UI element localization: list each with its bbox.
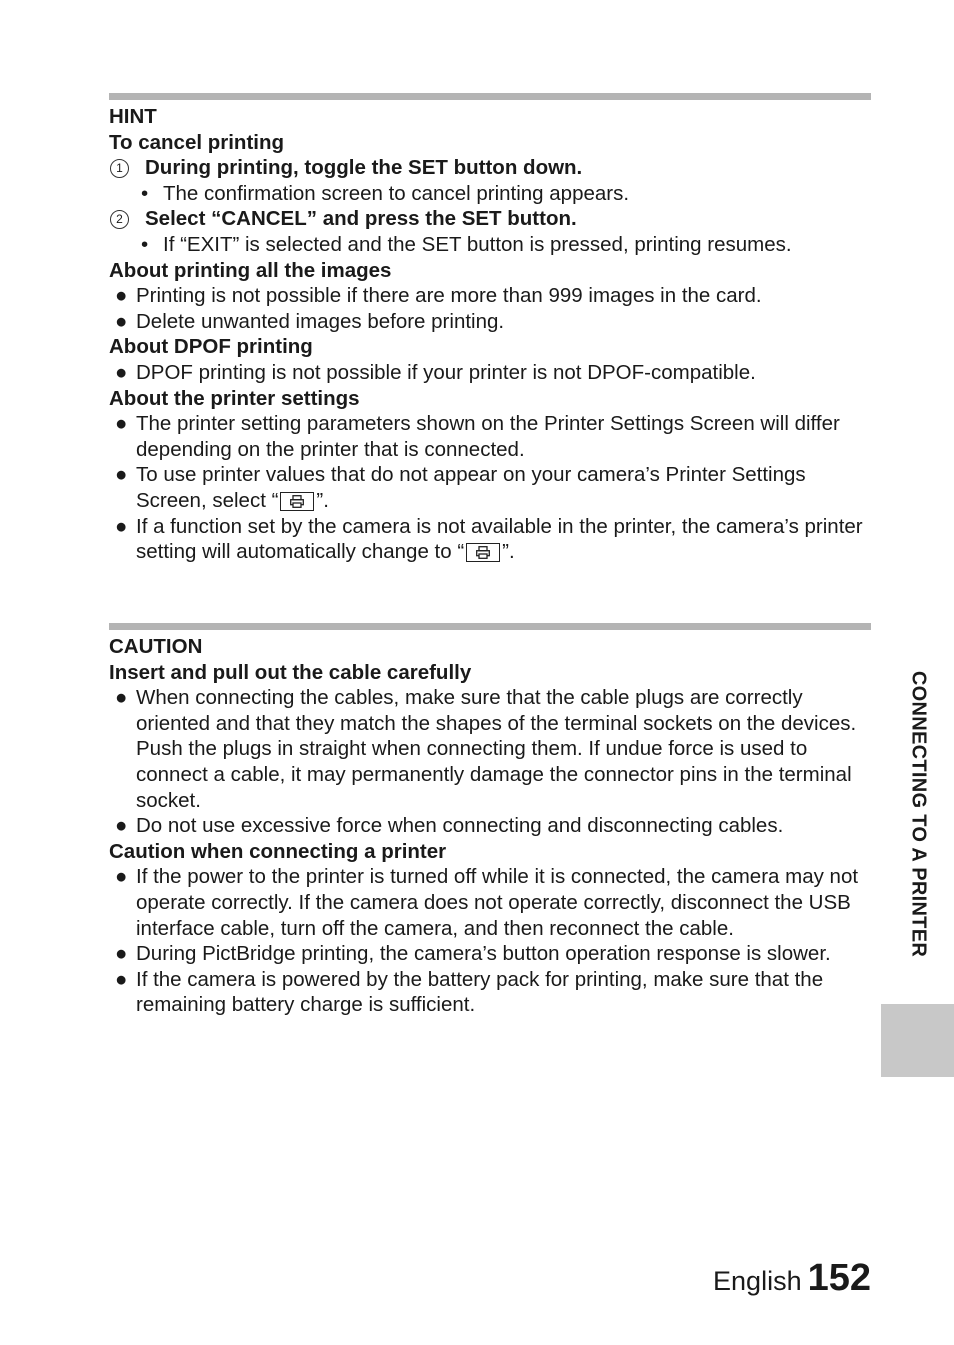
list-item-text: If a function set by the camera is not available in the printer, the camera’s printer setting will automatically change to “ xyxy=(136,514,863,564)
step-number-2: 2 xyxy=(110,210,129,229)
list-item-text: If the power to the printer is turned off while it is connected, the camera may not operate correctly. If the camera does not operate correctly, disconnect the USB interface cable, turn off the camera, and then reconnect the cable. xyxy=(136,865,859,940)
all-images-heading: About printing all the images xyxy=(109,258,392,282)
list-item-text: Delete unwanted images before printing. xyxy=(136,309,505,333)
list-item xyxy=(109,864,871,941)
step-2-note xyxy=(109,232,871,258)
printer-default-icon xyxy=(280,492,314,511)
list-item-text: During PictBridge printing, the camera’s button operation response is slower. xyxy=(136,942,831,966)
list-item-text: DPOF printing is not possible if your printer is not DPOF-compatible. xyxy=(136,360,756,384)
list-item xyxy=(109,941,871,967)
language-label: English xyxy=(713,1266,802,1296)
step-1 xyxy=(109,155,871,181)
small-bullet-icon: • xyxy=(141,232,149,256)
chapter-tab-marker xyxy=(881,1004,954,1077)
bullet-icon: ● xyxy=(115,865,128,889)
bullet-icon: ● xyxy=(115,284,128,308)
list-item-text: When connecting the cables, make sure that the cable plugs are correctly oriented and that they match the shapes of the terminal sockets on the devices. Push the plugs in straight when connecting them. If undue force is used to connect a cable, it may permanently damage the connector pins in the terminal socket. xyxy=(136,686,857,812)
step-1-text: During printing, toggle the SET button down. xyxy=(145,156,583,180)
list-item xyxy=(109,462,871,513)
bullet-icon: ● xyxy=(115,514,128,538)
bullet-icon: ● xyxy=(115,942,128,966)
list-item xyxy=(109,309,871,335)
chapter-title: CONNECTING TO A PRINTER xyxy=(907,670,929,958)
hint-rule xyxy=(109,93,871,100)
small-bullet-icon: • xyxy=(141,181,149,205)
step-number-1: 1 xyxy=(110,159,129,178)
list-item xyxy=(109,411,871,462)
step-2-note-text: If “EXIT” is selected and the SET button is pressed, printing resumes. xyxy=(163,232,792,256)
list-item xyxy=(109,685,871,813)
bullet-icon: ● xyxy=(115,967,128,991)
list-item-text: Do not use excessive force when connecting and disconnecting cables. xyxy=(136,814,784,838)
bullet-icon: ● xyxy=(115,360,128,384)
caution-rule xyxy=(109,623,871,630)
bullet-icon: ● xyxy=(115,309,128,333)
list-item-text: To use printer values that do not appear on your camera’s Printer Settings Screen, select “ xyxy=(136,463,806,512)
cancel-printing-heading: To cancel printing xyxy=(109,130,285,154)
step-1-note-text: The confirmation screen to cancel printing appears. xyxy=(163,181,630,205)
page-number: 152 xyxy=(807,1257,871,1299)
bullet-icon: ● xyxy=(115,412,128,436)
bullet-icon: ● xyxy=(115,814,128,838)
step-1-note xyxy=(109,181,871,207)
cable-heading: Insert and pull out the cable carefully xyxy=(109,660,472,684)
hint-section xyxy=(109,104,871,565)
caution-section xyxy=(109,634,871,1018)
list-item xyxy=(109,967,871,1018)
list-item xyxy=(109,813,871,839)
list-item-text-end: ”. xyxy=(316,488,329,512)
list-item-text: If the camera is powered by the battery pack for printing, make sure that the remaining battery charge is sufficient. xyxy=(136,967,824,1017)
chapter-side-tab xyxy=(881,624,954,1077)
caution-label: CAUTION xyxy=(109,635,203,658)
page-footer xyxy=(713,1257,871,1300)
list-item xyxy=(109,283,871,309)
printer-settings-heading: About the printer settings xyxy=(109,386,360,410)
hint-label: HINT xyxy=(109,105,157,128)
list-item-text: The printer setting parameters shown on the Printer Settings Screen will differ depending on the printer that is connected. xyxy=(136,412,840,461)
step-2 xyxy=(109,206,871,232)
step-2-text: Select “CANCEL” and press the SET button. xyxy=(145,207,577,231)
list-item-text: Printing is not possible if there are more than 999 images in the card. xyxy=(136,284,762,308)
list-item xyxy=(109,514,871,565)
dpof-heading: About DPOF printing xyxy=(109,335,313,359)
list-item xyxy=(109,360,871,386)
bullet-icon: ● xyxy=(115,463,128,487)
bullet-icon: ● xyxy=(115,686,128,710)
printer-caution-heading: Caution when connecting a printer xyxy=(109,839,447,863)
printer-default-icon xyxy=(466,543,500,562)
list-item-text-end: ”. xyxy=(502,540,515,564)
